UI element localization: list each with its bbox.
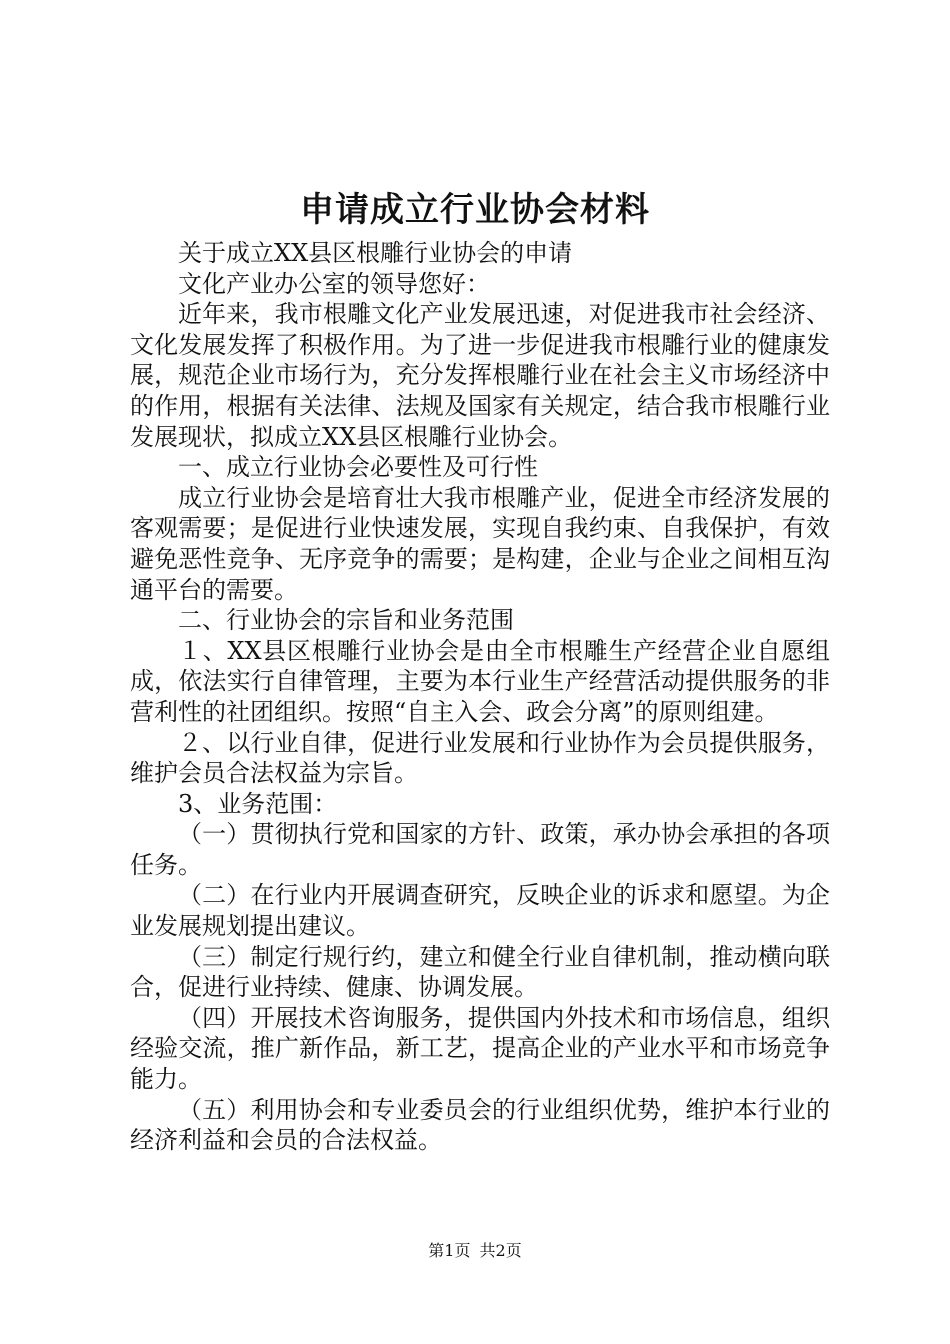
paragraph-scope-1: （一）贯彻执行党和国家的方针、政策，承办协会承担的各项任务。 — [130, 820, 830, 879]
paragraph-scope-3: （三）制定行规行约，建立和健全行业自律机制，推动横向联合，促进行业持续、健康、协调发展。 — [130, 942, 830, 1002]
section-heading-1: 一、成立行业协会必要性及可行性 — [178, 453, 538, 482]
paragraph-subject: 关于成立XX县区根雕行业协会的申请 — [178, 239, 573, 267]
paragraph-necessity: 成立行业协会是培育壮大我市根雕产业，促进全市经济发展的客观需要；是促进行业快速发展，实现自我约束、自我保护，有效避免恶性竞争、无序竞争的需要；是构建，企业与企业之间相互沟通平台的需要。 — [130, 483, 830, 604]
paragraph-item-1: １、XX县区根雕行业协会是由全市根雕生产经营企业自愿组成，依法实行自律管理，主要为本行业生产经营活动提供服务的非营利性的社团组织。按照“自主入会、政会分离”的原则组建。 — [130, 636, 830, 726]
section-heading-2: 二、行业协会的宗旨和业务范围 — [178, 606, 514, 635]
paragraph-scope-2: （二）在行业内开展调查研究，反映企业的诉求和愿望。为企业发展规划提出建议。 — [130, 881, 830, 941]
document-body — [130, 238, 830, 1156]
paragraph-item-3: 3、业务范围： — [178, 789, 338, 818]
page-number: 第1页 — [428, 1241, 471, 1260]
paragraph-salutation: 文化产业办公室的领导您好： — [178, 269, 490, 298]
paragraph-item-2: ２、以行业自律，促进行业发展和行业协作为会员提供服务，维护会员合法权益为宗旨。 — [130, 728, 830, 788]
paragraph-scope-4: （四）开展技术咨询服务，提供国内外技术和市场信息，组织经验交流，推广新作品，新工艺，提高企业的产业水平和市场竞争能力。 — [130, 1003, 830, 1094]
paragraph-intro: 近年来，我市根雕文化产业发展迅速，对促进我市社会经济、文化发展发挥了积极作用。为了进一步促进我市根雕行业的健康发展，规范企业市场行为，充分发挥根雕行业在社会主义市场经济中的作用，根据有关法律、法规及国家有关规定，结合我市根雕行业发展现状，拟成立XX县区根雕行业协会。 — [130, 300, 830, 451]
document-title: 申请成立行业协会材料 — [300, 190, 650, 230]
page-total: 共2页 — [479, 1241, 522, 1260]
page-footer — [0, 1240, 950, 1262]
paragraph-scope-5: （五）利用协会和专业委员会的行业组织优势，维护本行业的经济利益和会员的合法权益。 — [130, 1095, 830, 1155]
